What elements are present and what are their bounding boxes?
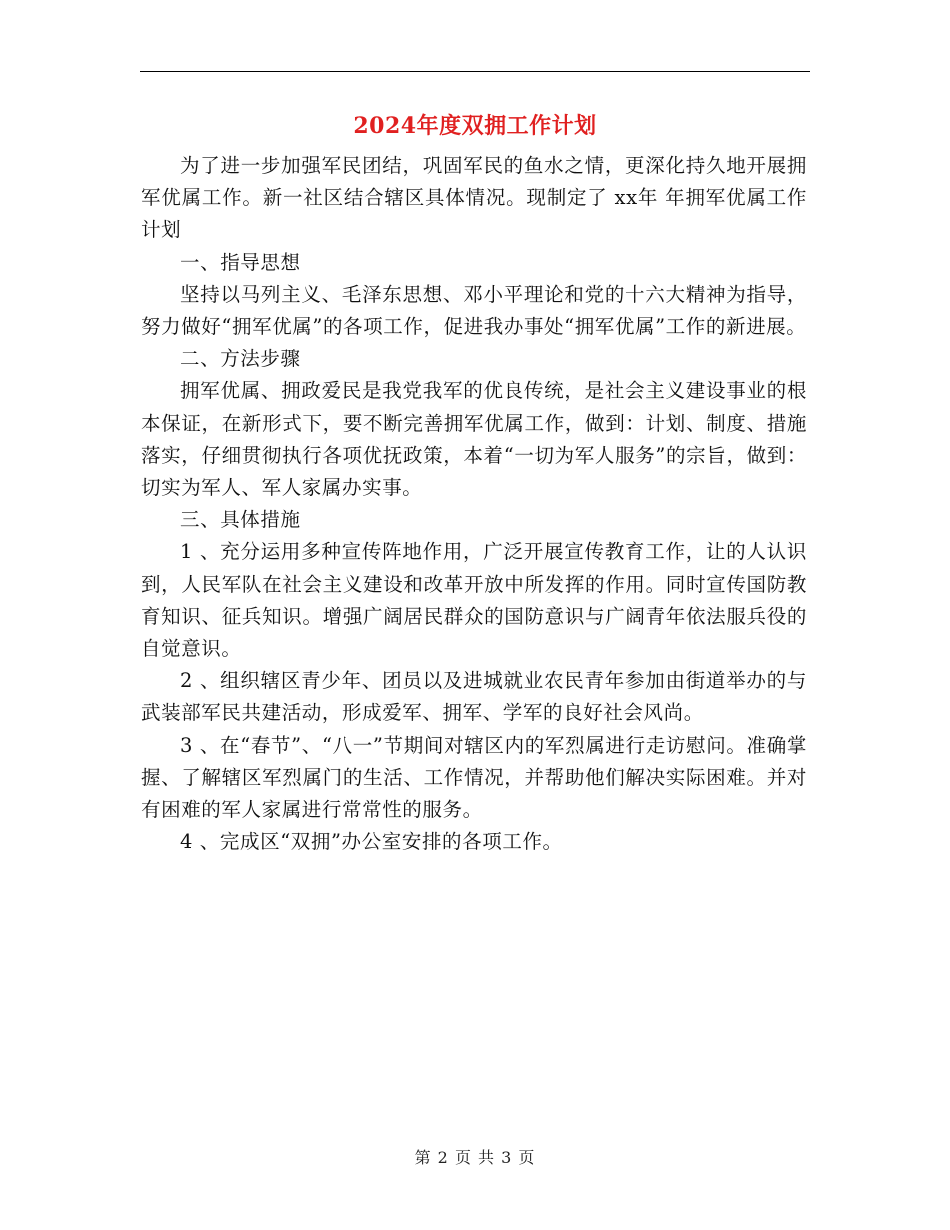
paragraph-methods: 拥军优属、拥政爱民是我党我军的优良传统，是社会主义建设事业的根本保证，在新形式下，要不断完善拥军优属工作，做到：计划、制度、措施落实，仔细贯彻执行各项优抚政策，本着“一切为军人服务”的宗旨，做到：切实为军人、军人家属办实事。 — [141, 379, 807, 500]
paragraph-measure-2: 2 、组织辖区青少年、团员以及进城就业农民青年参加由街道举办的与武装部军民共建活动，形成爱军、拥军、学军的良好社会风尚。 — [141, 669, 807, 725]
paragraph-measure-4: 4 、完成区“双拥”办公室安排的各项工作。 — [180, 830, 563, 854]
page-number: 第 2 页 共 3 页 — [414, 1148, 536, 1167]
document-title: 2024年度双拥工作计划 — [353, 113, 597, 139]
document-body — [141, 150, 807, 858]
header-rule — [140, 71, 810, 72]
paragraph-intro: 为了进一步加强军民团结，巩固军民的鱼水之情，更深化持久地开展拥军优属工作。新一社区结合辖区具体情况。现制定了 xx年 年拥军优属工作计划 — [141, 154, 807, 242]
section-heading-measures: 三、具体措施 — [180, 508, 301, 532]
section-heading-guiding-ideology: 一、指导思想 — [180, 250, 301, 274]
section-heading-methods: 二、方法步骤 — [180, 347, 301, 371]
paragraph-guiding-ideology: 坚持以马列主义、毛泽东思想、邓小平理论和党的十六大精神为指导，努力做好“拥军优属”的各项工作，促进我办事处“拥军优属”工作的新进展。 — [141, 282, 807, 339]
paragraph-measure-3: 3 、在“春节”、“八一”节期间对辖区内的军烈属进行走访慰问。准确掌握、了解辖区军烈属门的生活、工作情况，并帮助他们解决实际困难。并对有困难的军人家属进行常常性的服务。 — [141, 733, 807, 822]
paragraph-measure-1: 1 、充分运用多种宣传阵地作用，广泛开展宣传教育工作，让的人认识到，人民军队在社会主义建设和改革开放中所发挥的作用。同时宣传国防教育知识、征兵知识。增强广阔居民群众的国防意识与广阔青年依法服兵役的自觉意识。 — [141, 540, 807, 661]
